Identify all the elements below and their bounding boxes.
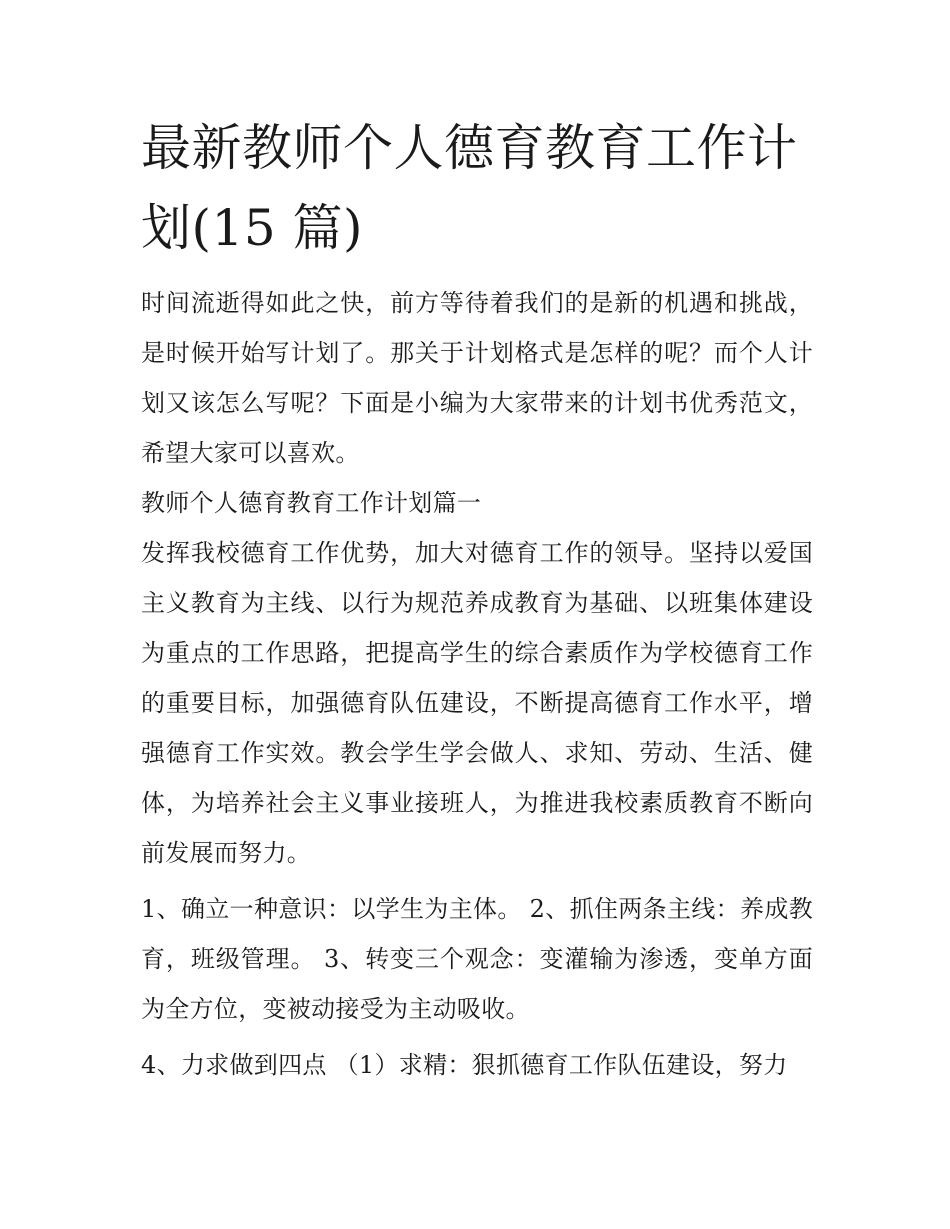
document-body [141,108,813,1090]
intro-paragraph: 时间流逝得如此之快，前方等待着我们的是新的机遇和挑战，是时候开始写计划了。那关于计划格式是怎样的呢？而个人计划又该怎么写呢？下面是小编为大家带来的计划书优秀范文，希望大家可以喜欢。 [141,289,813,467]
document-title: 最新教师个人德育教育工作计划(15 篇) [141,119,798,257]
list-paragraph: 1、确立一种意识：以学生为主体。 2、抓住两条主线：养成教育，班级管理。 3、转变三个观念：变灌输为渗透，变单方面为全方位，变被动接受为主动吸收。 [141,895,813,1023]
section-heading: 教师个人德育教育工作计划篇一 [141,489,482,517]
body-paragraph: 发挥我校德育工作优势，加大对德育工作的领导。坚持以爱国主义教育为主线、以行为规范养成教育为基础、以班集体建设为重点的工作思路，把提高学生的综合素质作为学校德育工作的重要目标，加强德育队伍建设，不断提高德育工作水平，增强德育工作实效。教会学生学会做人、求知、劳动、生活、健体，为培养社会主义事业接班人，为推进我校素质教育不断向前发展而努力。 [141,539,813,867]
list-paragraph: 4、力求做到四点 （1）求精：狠抓德育工作队伍建设，努力 [141,1051,788,1079]
